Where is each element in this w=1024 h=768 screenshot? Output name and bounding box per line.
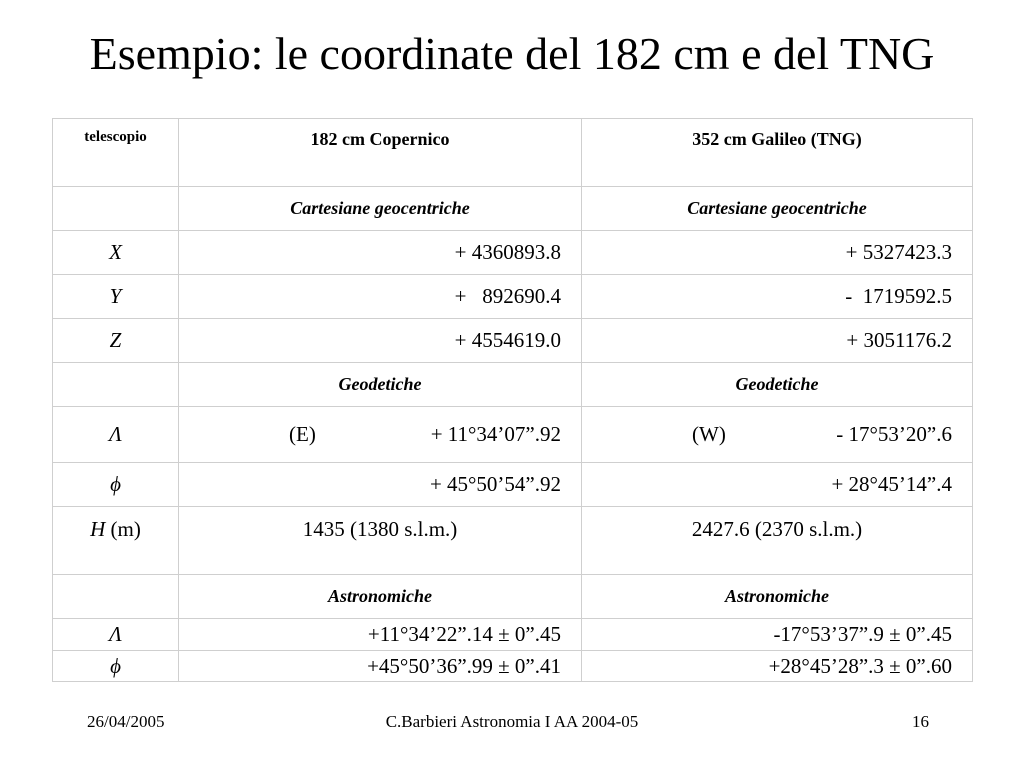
row-label-height-cell bbox=[53, 507, 179, 575]
row-label-x: X bbox=[53, 231, 179, 275]
header-copernico: 182 cm Copernico bbox=[179, 119, 582, 187]
slide-title: Esempio: le coordinate del 182 cm e del TNG bbox=[89, 28, 935, 79]
geo-longitude-galileo-cell bbox=[582, 407, 973, 463]
row-label-height-unit: (m) bbox=[110, 517, 141, 541]
geo-longitude-copernico-dir: (E) bbox=[289, 422, 316, 446]
astro-longitude-galileo: -17°53’37”.9 ± 0”.45 bbox=[582, 619, 973, 651]
table-row-y bbox=[53, 275, 973, 319]
geo-longitude-galileo: - 17°53’20”.6 bbox=[836, 422, 952, 446]
table-row-height bbox=[53, 507, 973, 575]
section-astronomic-col1: Astronomiche bbox=[179, 575, 582, 619]
y-galileo: - 1719592.5 bbox=[582, 275, 973, 319]
section-cartesian-col1: Cartesiane geocentriche bbox=[179, 187, 582, 231]
table-header-row bbox=[53, 119, 973, 187]
header-galileo: 352 cm Galileo (TNG) bbox=[582, 119, 973, 187]
section-geodetic-col1: Geodetiche bbox=[179, 363, 582, 407]
z-galileo: + 3051176.2 bbox=[582, 319, 973, 363]
y-copernico: + 892690.4 bbox=[179, 275, 582, 319]
section-cartesian-col2: Cartesiane geocentriche bbox=[582, 187, 973, 231]
astro-longitude-copernico: +11°34’22”.14 ± 0”.45 bbox=[179, 619, 582, 651]
row-label-z: Z bbox=[53, 319, 179, 363]
height-copernico: 1435 (1380 s.l.m.) bbox=[179, 507, 582, 575]
row-label-astro-latitude: ϕ bbox=[53, 651, 179, 682]
table-row-x bbox=[53, 231, 973, 275]
geo-longitude-copernico: + 11°34’07”.92 bbox=[430, 422, 561, 446]
footer-page-number: 16 bbox=[912, 712, 929, 731]
row-label-geo-latitude: ϕ bbox=[53, 463, 179, 507]
section-row-geodetic bbox=[53, 363, 973, 407]
row-label-geo-longitude: Λ bbox=[53, 407, 179, 463]
coordinates-table bbox=[52, 118, 973, 682]
z-copernico: + 4554619.0 bbox=[179, 319, 582, 363]
x-galileo: + 5327423.3 bbox=[582, 231, 973, 275]
section-row-astronomic bbox=[53, 575, 973, 619]
empty-cell bbox=[53, 187, 179, 231]
section-astronomic-col2: Astronomiche bbox=[582, 575, 973, 619]
section-row-cartesian bbox=[53, 187, 973, 231]
x-copernico: + 4360893.8 bbox=[179, 231, 582, 275]
footer-date: 26/04/2005 bbox=[87, 712, 165, 731]
astro-latitude-galileo: +28°45’28”.3 ± 0”.60 bbox=[582, 651, 973, 682]
table-row-geo-longitude bbox=[53, 407, 973, 463]
table-row-astro-longitude bbox=[53, 619, 973, 651]
geo-longitude-galileo-dir: (W) bbox=[692, 422, 726, 446]
geo-latitude-copernico: + 45°50’54”.92 bbox=[179, 463, 582, 507]
header-telescope-label: telescopio bbox=[53, 119, 179, 187]
row-label-height: H bbox=[90, 517, 106, 541]
section-geodetic-col2: Geodetiche bbox=[582, 363, 973, 407]
geo-latitude-galileo: + 28°45’14”.4 bbox=[582, 463, 973, 507]
geo-longitude-copernico-cell bbox=[179, 407, 582, 463]
footer-author: C.Barbieri Astronomia I AA 2004-05 bbox=[385, 712, 639, 731]
table-row-z bbox=[53, 319, 973, 363]
row-label-y: Y bbox=[53, 275, 179, 319]
row-label-astro-longitude: Λ bbox=[53, 619, 179, 651]
table-row-geo-latitude bbox=[53, 463, 973, 507]
empty-cell bbox=[53, 575, 179, 619]
table-row-astro-latitude bbox=[53, 651, 973, 682]
height-galileo: 2427.6 (2370 s.l.m.) bbox=[582, 507, 973, 575]
astro-latitude-copernico: +45°50’36”.99 ± 0”.41 bbox=[179, 651, 582, 682]
empty-cell bbox=[53, 363, 179, 407]
